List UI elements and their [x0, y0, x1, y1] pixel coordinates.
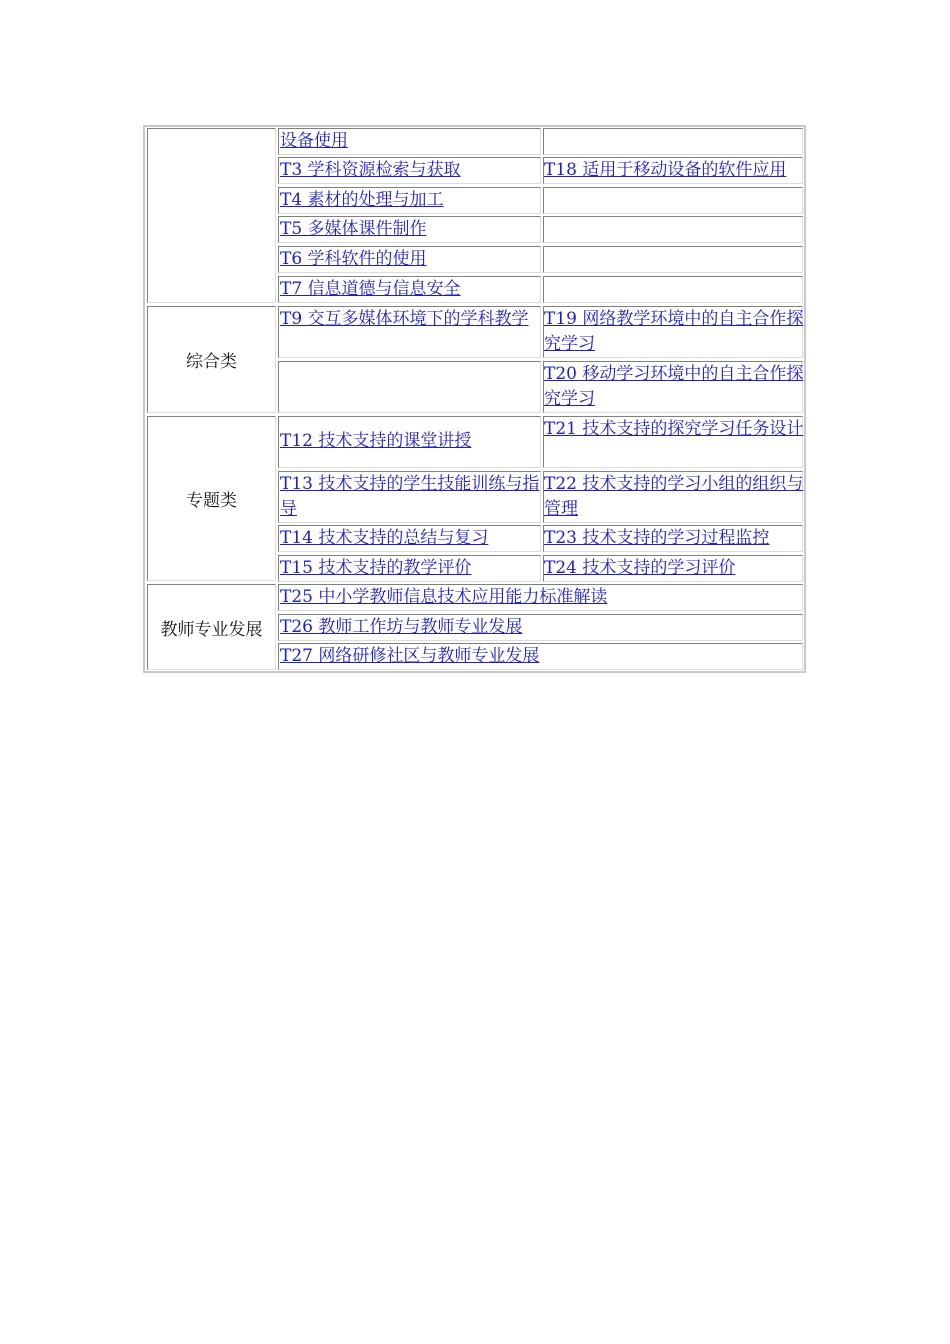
category-cell-basic [147, 128, 276, 303]
cell-empty-r6 [543, 276, 803, 303]
course-link-t5[interactable]: T5 多媒体课件制作 [280, 219, 427, 239]
course-link-t20[interactable]: T20 移动学习环境中的自主合作探究学习 [544, 364, 804, 409]
course-link-t13[interactable]: T13 技术支持的学生技能训练与指导 [280, 474, 540, 519]
category-label-development: 教师专业发展 [160, 619, 263, 640]
course-link-t6[interactable]: T6 学科软件的使用 [280, 249, 427, 269]
cell-empty-r5 [543, 246, 803, 273]
course-link-t22[interactable]: T22 技术支持的学习小组的组织与管理 [544, 474, 804, 519]
course-link-t21[interactable]: T21 技术支持的探究学习任务设计 [544, 419, 804, 439]
category-cell-comprehensive [147, 306, 276, 413]
category-cell-development [147, 584, 276, 670]
course-link-t23[interactable]: T23 技术支持的学习过程监控 [544, 528, 770, 548]
course-link-t26[interactable]: T26 教师工作坊与教师专业发展 [280, 617, 523, 637]
course-link-t3[interactable]: T3 学科资源检索与获取 [280, 160, 461, 180]
course-link-t19[interactable]: T19 网络教学环境中的自主合作探究学习 [544, 309, 804, 354]
cell-empty-r3 [543, 187, 803, 214]
course-link-t7[interactable]: T7 信息道德与信息安全 [280, 279, 461, 299]
cell-empty-left [278, 361, 541, 413]
course-link-t24[interactable]: T24 技术支持的学习评价 [544, 558, 736, 578]
cell-empty-r1 [543, 128, 803, 155]
course-link-t15[interactable]: T15 技术支持的教学评价 [280, 558, 472, 578]
course-link-t12[interactable]: T12 技术支持的课堂讲授 [280, 431, 472, 451]
course-link-t4[interactable]: T4 素材的处理与加工 [280, 190, 444, 210]
course-link-t9[interactable]: T9 交互多媒体环境下的学科教学 [280, 309, 529, 329]
course-link-equipment-use[interactable]: 设备使用 [280, 131, 348, 151]
category-cell-special [147, 416, 276, 581]
category-label-comprehensive: 综合类 [186, 352, 237, 372]
course-link-t18[interactable]: T18 适用于移动设备的软件应用 [544, 160, 787, 180]
course-link-t25[interactable]: T25 中小学教师信息技术应用能力标准解读 [280, 587, 608, 607]
category-label-special: 专题类 [186, 491, 237, 511]
cell-empty-r4 [543, 216, 803, 243]
course-link-t14[interactable]: T14 技术支持的总结与复习 [280, 528, 489, 548]
course-link-t27[interactable]: T27 网络研修社区与教师专业发展 [280, 646, 540, 666]
